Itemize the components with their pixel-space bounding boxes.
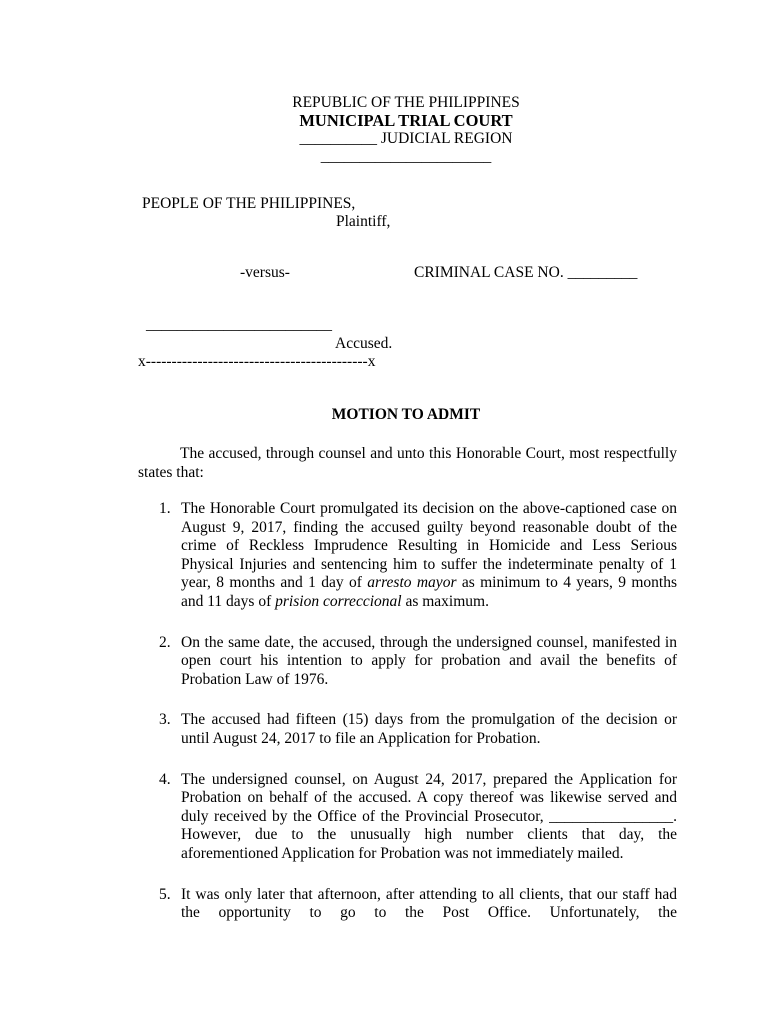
- item-number: 4.: [159, 770, 171, 788]
- list-item: [138, 634, 677, 690]
- motion-title: MOTION TO ADMIT: [331, 406, 481, 423]
- numbered-paragraphs: [138, 500, 677, 923]
- italic-term: arresto mayor: [367, 574, 457, 592]
- item-text: On the same date, the accused, through the undersigned counsel, manifested in open court his intention to apply for probation and avail the benefits of Probation Law of 1976.: [181, 633, 677, 688]
- judicial-region-line: __________ JUDICIAL REGION: [299, 130, 513, 147]
- plaintiff-name: PEOPLE OF THE PHILIPPINES,: [142, 195, 356, 212]
- republic-heading: REPUBLIC OF THE PHILIPPINES: [292, 94, 520, 111]
- item-text: The accused had fifteen (15) days from the promulgation of the decision or until August 24, 2017 to file an Application for Probation.: [181, 711, 677, 747]
- plaintiff-label: Plaintiff,: [336, 213, 391, 230]
- item-number: 5.: [159, 885, 171, 903]
- list-item: [138, 771, 677, 864]
- italic-term: prision correccional: [275, 592, 402, 610]
- item-number: 1.: [159, 500, 171, 517]
- intro-paragraph: The accused, through counsel and unto this Honorable Court, most respectfully states that:: [138, 445, 677, 481]
- accused-name-blank: ________________________: [146, 316, 332, 333]
- versus-label: -versus-: [240, 264, 290, 281]
- item-number: 3.: [159, 711, 171, 729]
- list-item: [138, 500, 677, 612]
- item-number: 2.: [159, 633, 171, 651]
- criminal-case-number: CRIMINAL CASE NO. _________: [414, 264, 638, 281]
- branch-blank-line: ______________________: [320, 148, 492, 165]
- list-item: [138, 886, 677, 923]
- item-text: It was only later that afternoon, after attending to all clients, that our staff had the opportunity to go to the Post Office. Unfortunately, the: [181, 885, 677, 922]
- item-text: The Honorable Court promulgated its decision on the above-captioned case on August 9, 2017, finding the accused guilty beyond reasonable doubt of the crime of Reckless Imprudence Resulting in Homicide and Less Serious Physical Injuries and sentencing him to suffer the indeterminate penalty of 1 year, 8 months and 1 day of arresto mayor as minimum to 4 years, 9 months and 11 days of prision correccional as maximum.: [181, 500, 678, 610]
- list-item: [138, 711, 677, 748]
- court-heading: MUNICIPAL TRIAL COURT: [299, 111, 513, 130]
- caption-divider: x-------------------------------------------x: [138, 353, 376, 370]
- item-text: The undersigned counsel, on August 24, 2017, prepared the Application for Probation on behalf of the accused. A copy thereof was likewise served and duly received by the Office of the Provincial Prosecutor, ________________. However, due to the unusually high number clients that day, the aforementioned Application for Probation was not immediately mailed.: [181, 770, 677, 862]
- accused-label: Accused.: [335, 335, 393, 352]
